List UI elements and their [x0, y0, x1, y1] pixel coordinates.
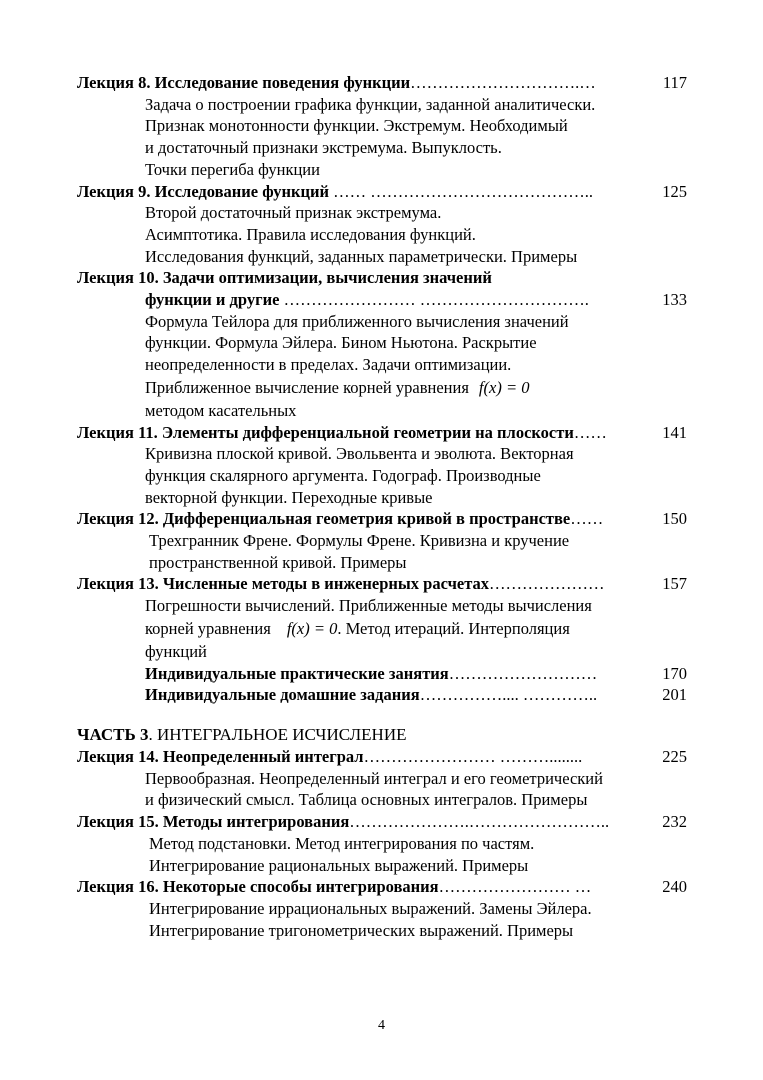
toc-entry-title: Лекция 14. Неопределенный интеграл — [77, 746, 364, 766]
toc-page-number: 170 — [662, 663, 687, 683]
toc-topic: Интегрирование тригонометрических выражений. Примеры — [149, 920, 574, 940]
toc-topic: и физический смысл. Таблица основных интегралов. Примеры — [145, 790, 588, 810]
toc-entry-lecture-10-cont[interactable] — [77, 289, 687, 311]
toc-leader-dots: ………………….…………………….. — [349, 812, 610, 832]
toc-topic-text: . Метод итераций. Интерполяция — [337, 618, 570, 638]
toc-leader-dots: …… — [573, 422, 607, 442]
toc-topic: Трехгранник Френе. Формулы Френе. Кривизна и кручение — [149, 531, 570, 551]
equation: f(x) = 0 — [478, 377, 530, 397]
toc-topic: Признак монотонности функции. Экстремум. Необходимый — [145, 116, 568, 136]
toc-page-number: 157 — [662, 574, 687, 594]
toc-entry-lecture-9[interactable] — [77, 181, 687, 203]
toc-topic-text: Приближенное вычисление корней уравнения — [145, 377, 469, 397]
toc-entry-title-continued: функции и другие — [145, 290, 280, 310]
toc-leader-dots: ……………………… — [448, 663, 598, 683]
toc-entry-title: Лекция 9. Исследование функций — [77, 181, 330, 201]
toc-topic: функции. Формула Эйлера. Бином Ньютона. Раскрытие — [145, 333, 537, 353]
toc-leader-dots: ………………… — [489, 574, 605, 594]
toc-page-number: 125 — [662, 181, 687, 201]
toc-entry-lecture-13[interactable] — [77, 573, 687, 595]
toc-topic: Формула Тейлора для приближенного вычисления значений — [145, 311, 569, 331]
toc-topic: Асимптотика. Правила исследования функций. — [145, 224, 476, 244]
equation: f(x) = 0 — [286, 618, 338, 638]
part-title: . ИНТЕГРАЛЬНОЕ ИСЧИСЛЕНИЕ — [148, 724, 407, 744]
toc-entry-title: Лекция 16. Некоторые способы интегрирования — [77, 877, 439, 897]
toc-leader-dots: …………………… …………………………. — [279, 290, 589, 310]
toc-leader-dots: …… — [570, 509, 604, 529]
toc-entry-lecture-11[interactable] — [77, 422, 687, 444]
toc-page-number: 232 — [662, 812, 687, 832]
toc-page-number: 141 — [662, 422, 687, 442]
toc-topic: Интегрирование рациональных выражений. Примеры — [149, 855, 529, 875]
toc-entry-title: Лекция 12. Дифференциальная геометрия кривой в пространстве — [77, 509, 571, 529]
toc-entry-lecture-16[interactable] — [77, 876, 687, 898]
toc-leader-dots: …………….... ………….. — [419, 685, 598, 705]
toc-topic: пространственной кривой. Примеры — [149, 552, 407, 572]
toc-topic-with-equation — [77, 617, 687, 641]
page-number: 4 — [378, 1018, 385, 1033]
toc-topic: Первообразная. Неопределенный интеграл и его геометрический — [145, 768, 603, 788]
toc-topic: Кривизна плоской кривой. Эвольвента и эволюта. Векторная — [145, 444, 574, 464]
toc-topic: функций — [145, 641, 207, 661]
toc-topic-text: корней уравнения — [145, 618, 271, 638]
toc-entry-lecture-10[interactable] — [77, 267, 687, 289]
toc-page-number: 117 — [662, 73, 687, 92]
toc-page-number: 201 — [662, 685, 687, 705]
toc-entry-title: Лекция 13. Численные методы в инженерных расчетах — [77, 574, 490, 594]
toc-topic: Интегрирование иррациональных выражений. Замены Эйлера. — [149, 898, 592, 918]
toc-entry-title: Лекция 8. Исследование поведения функции — [77, 73, 411, 92]
toc-entry-practicals[interactable] — [77, 663, 687, 685]
toc-topic: методом касательных — [145, 400, 297, 420]
toc-entry-lecture-12[interactable] — [77, 508, 687, 530]
toc-entry-lecture-15[interactable] — [77, 811, 687, 833]
toc-topic: функция скалярного аргумента. Годограф. Производные — [145, 465, 541, 485]
toc-entry-lecture-8[interactable] — [77, 72, 687, 94]
toc-leader-dots: …………………… … — [438, 877, 592, 897]
toc-topic: Погрешности вычислений. Приближенные методы вычисления — [145, 596, 592, 616]
part-number: ЧАСТЬ 3 — [77, 724, 149, 744]
toc-topic: Точки перегиба функции — [145, 159, 320, 179]
toc-entry-title: Лекция 11. Элементы дифференциальной геометрии на плоскости — [77, 422, 574, 442]
toc-topic: Метод подстановки. Метод интегрирования по частям. — [149, 833, 535, 853]
toc-page-number: 225 — [662, 746, 687, 766]
toc-topic-with-equation — [77, 376, 687, 400]
toc-entry-title: Лекция 10. Задачи оптимизации, вычисления значений — [77, 268, 492, 288]
toc-page-number: 133 — [662, 290, 687, 310]
toc-leader-dots: …………………… ………........ — [363, 746, 583, 766]
toc-page-number: 150 — [662, 509, 687, 529]
toc-topic: неопределенности в пределах. Задачи оптимизации. — [145, 355, 512, 375]
part-heading[interactable] — [77, 724, 687, 746]
toc-leader-dots: ………………………….… — [410, 73, 596, 92]
toc-topic: Второй достаточный признак экстремума. — [145, 203, 442, 223]
toc-entry-lecture-14[interactable] — [77, 746, 687, 768]
toc-entry-title: Лекция 15. Методы интегрирования — [77, 812, 350, 832]
toc-topic: векторной функции. Переходные кривые — [145, 487, 433, 507]
toc-leader-dots: …… ………………………………….. — [329, 181, 594, 201]
toc-entry-title: Индивидуальные практические занятия — [145, 663, 449, 683]
toc-entry-homework[interactable] — [77, 684, 687, 706]
toc-topic: Задача о построении графика функции, заданной аналитически. — [145, 94, 596, 114]
toc-page-number: 240 — [662, 877, 687, 897]
toc-entry-title: Индивидуальные домашние задания — [145, 685, 420, 705]
table-of-contents — [77, 72, 687, 941]
toc-topic: Исследования функций, заданных параметрически. Примеры — [145, 246, 578, 266]
toc-topic: и достаточный признаки экстремума. Выпуклость. — [145, 138, 502, 158]
